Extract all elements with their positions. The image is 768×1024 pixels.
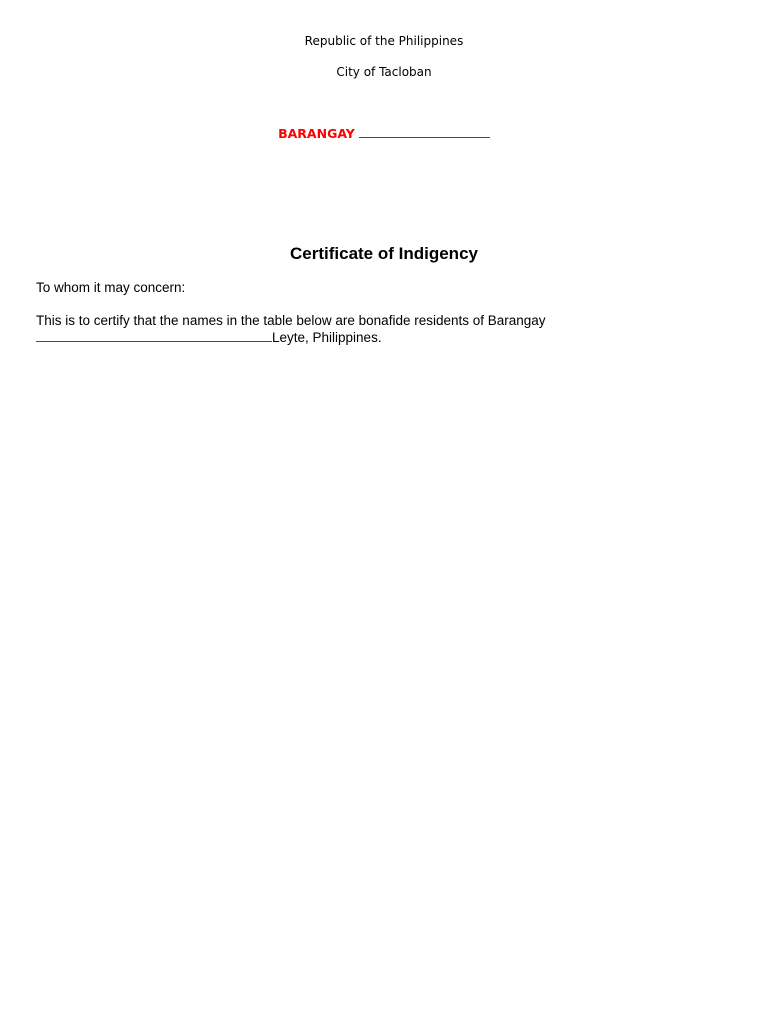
barangay-heading [0, 125, 768, 142]
republic-heading: Republic of the Philippines [304, 34, 464, 48]
certificate-title: Certificate of Indigency [290, 244, 478, 263]
barangay-label: BARANGAY [278, 126, 355, 141]
location-line [36, 329, 382, 346]
barangay-name-blank[interactable] [359, 125, 490, 138]
salutation-text: To whom it may concern: [36, 280, 186, 295]
certify-text: This is to certify that the names in the table below are bonafide residents of Barangay [36, 313, 546, 328]
location-suffix: Leyte, Philippines [272, 330, 378, 345]
city-heading: City of Tacloban [336, 65, 432, 79]
location-period: . [377, 330, 382, 345]
barangay-location-blank[interactable] [36, 329, 272, 342]
